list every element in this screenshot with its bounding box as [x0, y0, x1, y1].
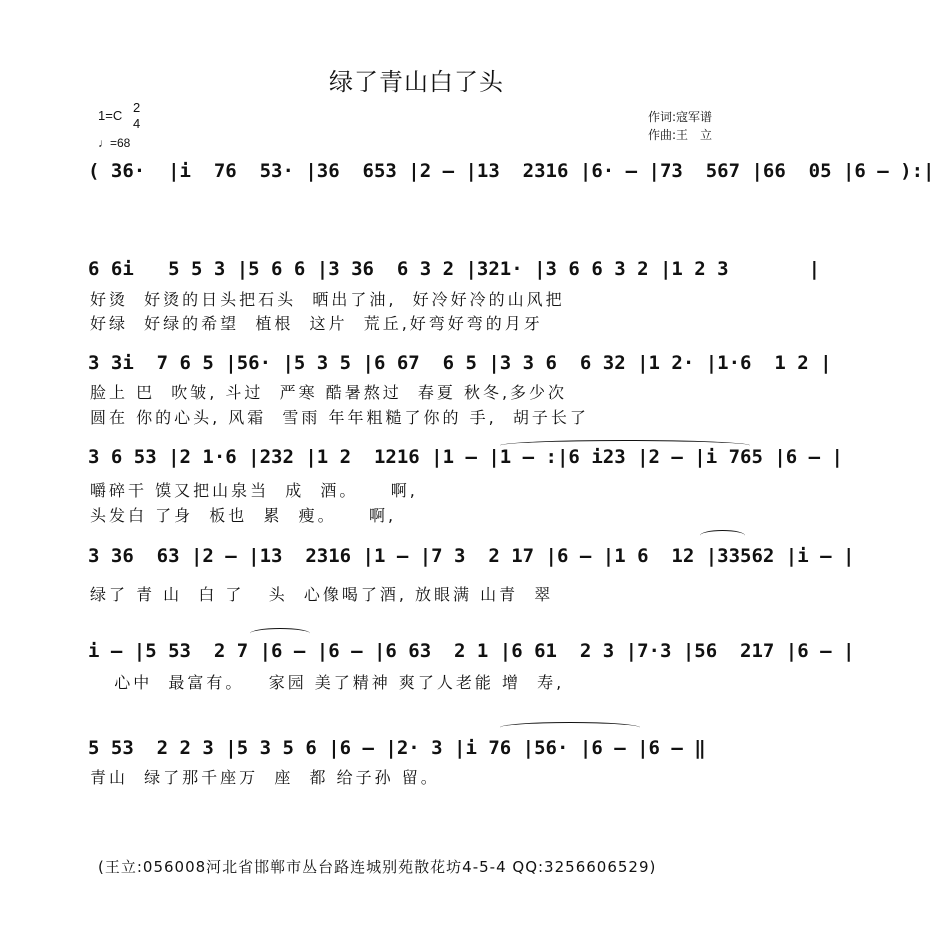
slur — [500, 440, 750, 451]
slur — [500, 722, 640, 733]
slur — [700, 530, 745, 541]
tempo-marking: ♩=68 — [98, 136, 131, 150]
music-line-2: 6 6i 5 5 3 |5 6 6 |3 36 6 3 2 |321· |3 6 6 3 2 |1 2 3 | — [88, 258, 821, 280]
lyric-line-4-verse-1: 嚼碎干 馍又把山泉当 成 酒。 啊, — [90, 481, 418, 500]
footer-contact: (王立:056008河北省邯郸市丛台路连城别苑散花坊4-5-4 QQ:3256606529) — [98, 858, 657, 876]
music-line-3: 3 3i 7 6 5 |56· |5 3 5 |6 67 6 5 |3 3 6 6 32 |1 2· |1·6 1 2 | — [88, 352, 832, 374]
music-line-6: i – |5 53 2 7 |6 – |6 – |6 63 2 1 |6 61 2 3 |7·3 |56 217 |6 – | — [88, 640, 855, 662]
time-signature — [133, 100, 140, 132]
lyric-line-4-verse-2: 头发白 了身 板也 累 瘦。 啊, — [90, 506, 397, 525]
music-line-4: 3 6 53 |2 1·6 |232 |1 2 1216 |1 – |1 – :|6 i23 |2 – |i 765 |6 – | — [88, 446, 843, 468]
lyricist-credit: 作词:寇军谱 — [648, 110, 713, 124]
composer-credit: 作曲:王 立 — [648, 128, 713, 142]
time-signature-bottom: 4 — [133, 116, 141, 131]
page-title: 绿了青山白了头 — [329, 68, 504, 96]
lyric-line-2-verse-1: 好烫 好烫的日头把石头 晒出了油, 好冷好冷的山风把 — [90, 290, 565, 309]
lyric-line-3-verse-2: 圆在 你的心头, 风霜 雪雨 年年粗糙了你的 手, 胡子长了 — [90, 408, 589, 427]
music-line-7: 5 53 2 2 3 |5 3 5 6 |6 – |2· 3 |i 76 |56· |6 – |6 – ‖ — [88, 737, 706, 759]
lyric-line-6: 心中 最富有。 家园 美了精神 爽了人老能 增 寿, — [90, 673, 565, 692]
lyric-line-7: 青山 绿了那千座万 座 都 给子孙 留。 — [90, 768, 440, 787]
key-signature: 1=C — [98, 108, 123, 123]
music-line-5: 3 36 63 |2 – |13 2316 |1 – |7 3 2 17 |6 – |1 6 12 |33562 |i – | — [88, 545, 855, 567]
lyric-line-2-verse-2: 好绿 好绿的希望 植根 这片 荒丘,好弯好弯的月牙 — [90, 314, 543, 333]
lyric-line-5: 绿了 青 山 白 了 头 心像喝了酒, 放眼满 山青 翠 — [90, 585, 554, 604]
credits — [648, 108, 712, 144]
music-line-1: ( 36· |i 76 53· |36 653 |2 – |13 2316 |6· – |73 567 |66 05 |6 – ):| — [88, 160, 934, 182]
lyric-line-3-verse-1: 脸上 巴 吹皱, 斗过 严寒 酷暑熬过 春夏 秋冬,多少次 — [90, 383, 568, 402]
time-signature-top: 2 — [133, 100, 141, 115]
slur — [250, 628, 310, 639]
